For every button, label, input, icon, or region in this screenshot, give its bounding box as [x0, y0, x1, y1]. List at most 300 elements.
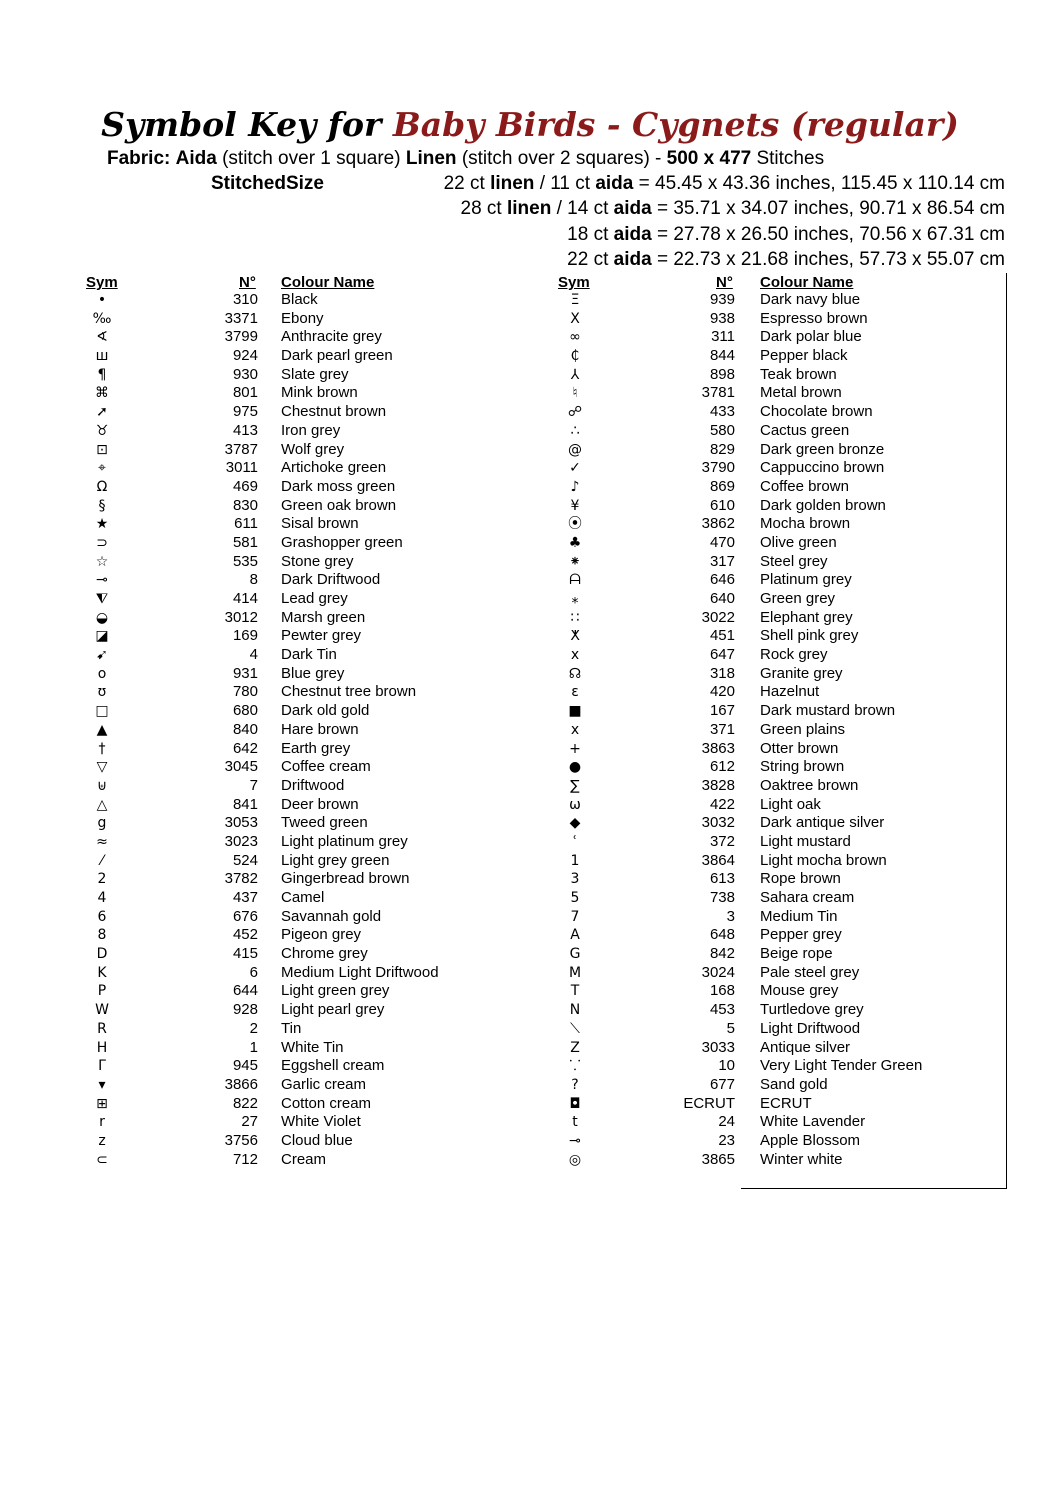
- colour-name: Light Driftwood: [760, 1019, 861, 1037]
- fabric-linen-note: (stitch over 2 squares) -: [461, 148, 662, 169]
- floss-number: 930: [232, 365, 258, 383]
- colour-name: Pewter grey: [281, 627, 362, 645]
- size-b1: aida: [613, 224, 652, 245]
- floss-number: 317: [709, 552, 735, 570]
- symbol-icon: P: [97, 983, 107, 1000]
- colour-name: Coffee brown: [760, 477, 849, 495]
- size-b2: aida: [613, 198, 652, 219]
- floss-number: 2: [249, 1019, 258, 1037]
- symbol-icon: 3: [570, 871, 580, 888]
- colour-name: Dark moss green: [281, 477, 396, 495]
- floss-number: 451: [709, 627, 735, 645]
- stitched-size-line: [567, 223, 1005, 247]
- colour-name: White Tin: [281, 1038, 344, 1056]
- symbol-icon: ☆: [95, 553, 109, 570]
- floss-number: 422: [709, 795, 735, 813]
- floss-number: 535: [232, 552, 258, 570]
- colour-name: Light pearl grey: [281, 1001, 385, 1019]
- floss-number: 3799: [224, 328, 258, 346]
- size-b2: aida: [595, 173, 634, 194]
- colour-name: Mocha brown: [760, 515, 851, 533]
- stitched-size-line: [461, 197, 1006, 221]
- colour-name: Light mocha brown: [760, 851, 887, 869]
- stitches-word: Stitches: [756, 148, 825, 169]
- symbol-icon: ∴: [570, 422, 580, 439]
- symbol-icon: ⁎: [571, 591, 579, 607]
- size-post: = 27.78 x 26.50 inches, 70.56 x 67.31 cm: [651, 224, 1005, 245]
- symbol-icon: ∢: [96, 329, 108, 346]
- symbol-icon: ɛ: [571, 684, 579, 701]
- floss-number: 931: [232, 664, 258, 682]
- symbol-icon: ₵: [570, 348, 580, 365]
- floss-number: 452: [232, 926, 258, 944]
- colour-name: Medium Tin: [760, 907, 838, 925]
- colour-name: Light mustard: [760, 832, 851, 850]
- floss-number: 647: [709, 646, 735, 664]
- floss-number: 975: [232, 403, 258, 421]
- colour-name: Otter brown: [760, 739, 839, 757]
- floss-number: 640: [709, 590, 735, 607]
- size-post: = 22.73 x 21.68 inches, 57.73 x 55.07 cm: [651, 249, 1005, 270]
- floss-number: 1: [249, 1038, 258, 1056]
- symbol-icon: ∑: [570, 777, 580, 794]
- colour-name: Pepper grey: [760, 926, 842, 944]
- colour-name: Slate grey: [281, 365, 349, 383]
- floss-number: 898: [709, 365, 735, 383]
- symbol-icon: ■: [568, 703, 582, 720]
- colour-name: Marsh green: [281, 608, 366, 626]
- colour-name: Wolf grey: [281, 440, 345, 458]
- title-prefix: Symbol Key for: [101, 105, 393, 144]
- floss-number: 3863: [701, 739, 735, 757]
- colour-name: Apple Blossom: [760, 1131, 861, 1149]
- floss-number: ECRUT: [683, 1094, 735, 1112]
- symbol-icon: x: [570, 647, 580, 664]
- symbol-icon: △: [96, 796, 108, 813]
- floss-number: 3024: [701, 963, 735, 981]
- stitched-size-label: StitchedSize: [211, 173, 324, 194]
- symbol-icon: ω: [569, 796, 581, 813]
- colour-name: White Lavender: [760, 1113, 866, 1131]
- floss-number: 3828: [701, 776, 735, 794]
- symbol-icon: ✓: [569, 460, 581, 477]
- symbol-icon: 6: [97, 908, 107, 925]
- fabric-aida: Aida: [175, 148, 217, 169]
- symbol-icon: ➹: [96, 647, 108, 664]
- floss-number: 318: [709, 664, 735, 682]
- floss-number: 677: [709, 1075, 735, 1093]
- fabric-label: Fabric:: [107, 148, 171, 169]
- symbol-icon: T: [570, 983, 580, 1000]
- colour-name: Pepper black: [760, 347, 848, 365]
- floss-number: 924: [232, 347, 258, 365]
- colour-name: Chestnut brown: [281, 403, 387, 421]
- floss-number: 939: [709, 291, 735, 308]
- symbol-icon: z: [98, 1132, 106, 1149]
- title-pattern-name: Baby Birds - Cygnets (regular): [392, 105, 959, 144]
- symbol-icon: ʿ: [572, 833, 578, 850]
- floss-number: 581: [232, 533, 258, 551]
- colour-name: ECRUT: [760, 1094, 812, 1112]
- size-mid: / 11 ct: [534, 173, 596, 194]
- symbol-icon: 2: [97, 871, 107, 888]
- colour-name: Stone grey: [281, 552, 354, 570]
- symbol-icon: +: [569, 740, 581, 757]
- floss-number: 644: [232, 982, 258, 1000]
- symbol-icon: ◎: [568, 1151, 582, 1168]
- symbol-icon: ●: [568, 759, 582, 776]
- floss-number: 842: [709, 945, 735, 963]
- colour-name: Sisal brown: [281, 515, 359, 533]
- floss-number: 371: [709, 720, 735, 738]
- size-b1: linen: [506, 198, 552, 219]
- floss-number: 841: [232, 795, 258, 813]
- header-colour-name: Colour Name: [281, 274, 375, 291]
- symbol-icon: ▾: [98, 1076, 106, 1093]
- symbol-icon: 4: [97, 890, 107, 906]
- floss-number: 613: [709, 870, 735, 888]
- floss-number: 680: [232, 702, 258, 720]
- colour-name: Iron grey: [281, 421, 341, 439]
- floss-number: 3033: [701, 1038, 735, 1056]
- floss-number: 420: [709, 683, 735, 701]
- colour-name: Eggshell cream: [281, 1057, 385, 1075]
- floss-number: 27: [241, 1113, 258, 1131]
- colour-name: Green plains: [760, 720, 846, 738]
- table-right-border: [1006, 273, 1007, 1189]
- floss-number: 3787: [224, 440, 258, 458]
- symbol-icon: ⊃: [96, 534, 108, 551]
- symbol-icon: o: [97, 665, 107, 682]
- colour-name: Camel: [281, 889, 325, 906]
- symbol-icon: 8: [97, 927, 107, 944]
- symbol-icon: ⁄: [100, 852, 104, 869]
- colour-name: Cloud blue: [281, 1131, 353, 1149]
- colour-name: Metal brown: [760, 384, 842, 402]
- floss-number: 168: [709, 982, 735, 1000]
- floss-number: 3045: [224, 758, 258, 776]
- symbol-icon: R: [97, 1020, 107, 1037]
- symbol-icon: ⟍: [570, 1020, 580, 1037]
- floss-number: 3790: [701, 459, 735, 477]
- symbol-icon: 7: [570, 908, 580, 925]
- symbol-icon: Ξ: [570, 292, 580, 308]
- symbol-icon: ⊡: [96, 441, 108, 458]
- floss-number: 938: [709, 309, 735, 327]
- colour-name: Black: [281, 291, 318, 308]
- size-pre: 18 ct: [567, 224, 614, 245]
- floss-number: 3011: [225, 459, 258, 477]
- stitched-size-line: [444, 172, 1005, 196]
- floss-number: 830: [232, 496, 258, 514]
- symbol-icon: Γ: [98, 1058, 106, 1075]
- symbol-icon: •: [97, 292, 107, 308]
- colour-name: Dark Driftwood: [281, 571, 381, 589]
- floss-number: 10: [718, 1057, 735, 1075]
- colour-name: Ebony: [281, 309, 324, 327]
- symbol-icon: H: [96, 1039, 108, 1056]
- symbol-icon: ᗩ: [569, 572, 581, 589]
- symbol-icon: ⁕: [569, 553, 581, 570]
- colour-name: Deer brown: [281, 795, 359, 813]
- symbol-icon: ⵅ: [570, 628, 580, 645]
- symbol-icon: ▽: [96, 759, 108, 776]
- colour-name: Hazelnut: [760, 683, 820, 701]
- colour-name: Light oak: [760, 795, 821, 813]
- size-post: = 45.45 x 43.36 inches, 115.45 x 110.14 cm: [633, 173, 1005, 194]
- floss-number: 648: [709, 926, 735, 944]
- symbol-icon: ♉: [95, 422, 109, 439]
- colour-name: Dark antique silver: [760, 814, 885, 832]
- symbol-icon: ⊸: [569, 1132, 581, 1149]
- floss-number: 437: [232, 889, 258, 906]
- symbol-icon: G: [569, 946, 581, 963]
- colour-name: Light platinum grey: [281, 832, 408, 850]
- floss-number: 414: [232, 590, 258, 607]
- floss-number: 469: [232, 477, 258, 495]
- colour-name: Mink brown: [281, 384, 358, 402]
- floss-number: 169: [232, 627, 258, 645]
- floss-number: 3781: [701, 384, 735, 402]
- colour-name: Earth grey: [281, 739, 351, 757]
- floss-number: 3022: [701, 608, 735, 626]
- colour-name: White Violet: [281, 1113, 361, 1131]
- symbol-icon: ⌘: [95, 385, 109, 402]
- colour-name: Dark polar blue: [760, 328, 862, 346]
- symbol-icon: ¥: [570, 497, 580, 514]
- symbol-icon: ☍: [567, 404, 583, 421]
- symbol-icon: t: [572, 1114, 578, 1131]
- symbol-icon: ⦿: [568, 516, 582, 533]
- colour-name: Blue grey: [281, 664, 345, 682]
- header-sym: Sym: [86, 274, 118, 291]
- colour-name: Dark green bronze: [760, 440, 885, 458]
- colour-name: Dark old gold: [281, 702, 370, 720]
- stitched-size-line: [567, 248, 1005, 272]
- colour-name: Beige rope: [760, 945, 833, 963]
- symbol-icon: ?: [571, 1076, 579, 1093]
- symbol-icon: ☊: [568, 665, 582, 682]
- floss-number: 3862: [701, 515, 735, 533]
- floss-number: 945: [232, 1057, 258, 1075]
- fabric-line: [107, 147, 824, 171]
- header-num: N°: [239, 274, 256, 291]
- symbol-icon: ⅄: [570, 366, 580, 383]
- floss-number: 822: [232, 1094, 258, 1112]
- floss-number: 712: [232, 1150, 258, 1168]
- colour-name: Granite grey: [760, 664, 843, 682]
- floss-number: 524: [232, 851, 258, 869]
- symbol-icon: Z: [570, 1039, 580, 1056]
- symbol-icon: ▲: [96, 721, 108, 738]
- colour-name: Green grey: [760, 590, 836, 607]
- fabric-aida-note: (stitch over 1 square): [222, 148, 401, 169]
- floss-number: 7: [249, 776, 258, 794]
- header-num-right: N°: [716, 274, 733, 291]
- symbol-icon: D: [96, 946, 108, 963]
- colour-name: Teak brown: [760, 365, 837, 383]
- floss-number: 310: [232, 291, 258, 308]
- floss-number: 3865: [701, 1150, 735, 1168]
- colour-name: Pale steel grey: [760, 963, 860, 981]
- colour-name: Dark mustard brown: [760, 702, 896, 720]
- floss-number: 3371: [224, 309, 258, 327]
- floss-number: 433: [709, 403, 735, 421]
- symbol-icon: ¶: [97, 366, 107, 383]
- colour-name: Antique silver: [760, 1038, 851, 1056]
- symbol-icon: †: [98, 740, 106, 757]
- size-post: = 35.71 x 34.07 inches, 90.71 x 86.54 cm: [651, 198, 1005, 219]
- colour-name: Dark golden brown: [760, 496, 886, 514]
- colour-name: Coffee cream: [281, 758, 371, 776]
- floss-number: 6: [249, 963, 258, 981]
- symbol-icon: K: [97, 964, 107, 981]
- floss-number: 676: [232, 907, 258, 925]
- symbol-icon: ⊸: [96, 572, 108, 589]
- colour-name: Dark Tin: [281, 646, 337, 664]
- floss-number: 612: [709, 758, 735, 776]
- floss-number: 780: [232, 683, 258, 701]
- symbol-icon: Ⅹ: [570, 310, 580, 327]
- colour-name: Olive green: [760, 533, 837, 551]
- symbol-icon: ∞: [569, 329, 581, 346]
- floss-number: 738: [709, 889, 735, 906]
- colour-name: Winter white: [760, 1150, 843, 1168]
- symbol-icon: ʊ: [97, 684, 107, 701]
- symbol-icon: r: [99, 1114, 105, 1131]
- colour-name: Sand gold: [760, 1075, 828, 1093]
- floss-number: 5: [726, 1019, 735, 1037]
- floss-number: 3866: [224, 1075, 258, 1093]
- stitch-count: 500 x 477: [666, 148, 752, 169]
- symbol-icon: ⅹ: [570, 721, 580, 738]
- floss-number: 928: [232, 1001, 258, 1019]
- floss-number: 646: [709, 571, 735, 589]
- colour-name: Hare brown: [281, 720, 359, 738]
- symbol-icon: ➚: [96, 404, 108, 421]
- colour-name: Shell pink grey: [760, 627, 859, 645]
- symbol-icon: ◒: [95, 609, 109, 626]
- floss-number: 4: [249, 646, 258, 664]
- floss-number: 3032: [701, 814, 735, 832]
- colour-name: Cactus green: [760, 421, 850, 439]
- size-b1: linen: [490, 173, 535, 194]
- colour-name: Turtledove grey: [760, 1001, 864, 1019]
- header-sym-right: Sym: [558, 274, 590, 291]
- floss-number: 869: [709, 477, 735, 495]
- colour-name: Driftwood: [281, 776, 345, 794]
- page-title: [0, 102, 1060, 148]
- size-mid: / 14 ct: [551, 198, 614, 219]
- floss-number: 372: [709, 832, 735, 850]
- floss-number: 453: [709, 1001, 735, 1019]
- symbol-icon: ♪: [570, 478, 580, 495]
- colour-name: Very Light Tender Green: [760, 1057, 923, 1075]
- colour-name: Dark navy blue: [760, 291, 861, 308]
- floss-number: 3053: [224, 814, 258, 832]
- symbol-icon: 1: [570, 852, 580, 869]
- floss-number: 23: [718, 1131, 735, 1149]
- floss-number: 3782: [224, 870, 258, 888]
- symbol-icon: ш: [95, 348, 109, 365]
- symbol-icon: §: [98, 497, 106, 514]
- colour-name: Steel grey: [760, 552, 828, 570]
- size-pre: 22 ct: [567, 249, 614, 270]
- colour-name: Light green grey: [281, 982, 390, 1000]
- floss-number: 8: [249, 571, 258, 589]
- symbol-icon: □: [95, 703, 109, 720]
- colour-name: Elephant grey: [760, 608, 853, 626]
- symbol-icon: ★: [95, 516, 109, 533]
- symbol-icon: ◪: [95, 628, 109, 645]
- floss-number: 829: [709, 440, 735, 458]
- symbol-icon: ♣: [568, 534, 582, 551]
- symbol-icon: W: [95, 1002, 109, 1019]
- symbol-icon: @: [568, 441, 582, 458]
- floss-number: 413: [232, 421, 258, 439]
- colour-name: Pigeon grey: [281, 926, 362, 944]
- colour-name: Chestnut tree brown: [281, 683, 417, 701]
- symbol-icon: ⊎: [96, 777, 108, 794]
- colour-name: Gingerbread brown: [281, 870, 410, 888]
- floss-number: 3: [726, 907, 735, 925]
- floss-number: 801: [232, 384, 258, 402]
- colour-name: Anthracite grey: [281, 328, 382, 346]
- colour-name: Mouse grey: [760, 982, 839, 1000]
- colour-name: Artichoke green: [281, 459, 387, 477]
- colour-name: Garlic cream: [281, 1075, 367, 1093]
- floss-number: 642: [232, 739, 258, 757]
- symbol-icon: ⊞: [96, 1095, 108, 1112]
- colour-name: Tweed green: [281, 814, 368, 832]
- floss-number: 840: [232, 720, 258, 738]
- colour-name: Oaktree brown: [760, 776, 859, 794]
- colour-name: Espresso brown: [760, 309, 868, 327]
- floss-number: 470: [709, 533, 735, 551]
- colour-name: Light grey green: [281, 851, 390, 869]
- colour-name: Sahara cream: [760, 889, 855, 906]
- symbol-icon: 5: [570, 890, 580, 906]
- floss-number: 415: [232, 945, 258, 963]
- colour-name: Chocolate brown: [760, 403, 873, 421]
- colour-name: Savannah gold: [281, 907, 382, 925]
- symbol-icon: ∷: [570, 609, 580, 626]
- colour-name: Medium Light Driftwood: [281, 963, 439, 981]
- symbol-icon: g: [97, 815, 107, 832]
- floss-number: 3023: [224, 832, 258, 850]
- symbol-icon: ⌖: [98, 460, 106, 477]
- colour-name: Rock grey: [760, 646, 828, 664]
- symbol-icon: ◆: [569, 815, 581, 832]
- fabric-linen: Linen: [405, 148, 457, 169]
- symbol-icon: ≈: [96, 833, 108, 850]
- floss-number: 3864: [701, 851, 735, 869]
- symbol-icon: ⊂: [96, 1151, 108, 1168]
- colour-name: Dark pearl green: [281, 347, 393, 365]
- floss-number: 580: [709, 421, 735, 439]
- floss-number: 167: [709, 702, 735, 720]
- floss-number: 611: [234, 515, 258, 533]
- size-b1: aida: [613, 249, 652, 270]
- symbol-icon: ⸪: [569, 1058, 581, 1075]
- colour-name: String brown: [760, 758, 845, 776]
- colour-name: Cream: [281, 1150, 327, 1168]
- colour-name: Tin: [281, 1019, 302, 1037]
- colour-name: Platinum grey: [760, 571, 852, 589]
- floss-number: 3012: [224, 608, 258, 626]
- floss-number: 311: [711, 328, 735, 346]
- colour-name: Lead grey: [281, 590, 348, 607]
